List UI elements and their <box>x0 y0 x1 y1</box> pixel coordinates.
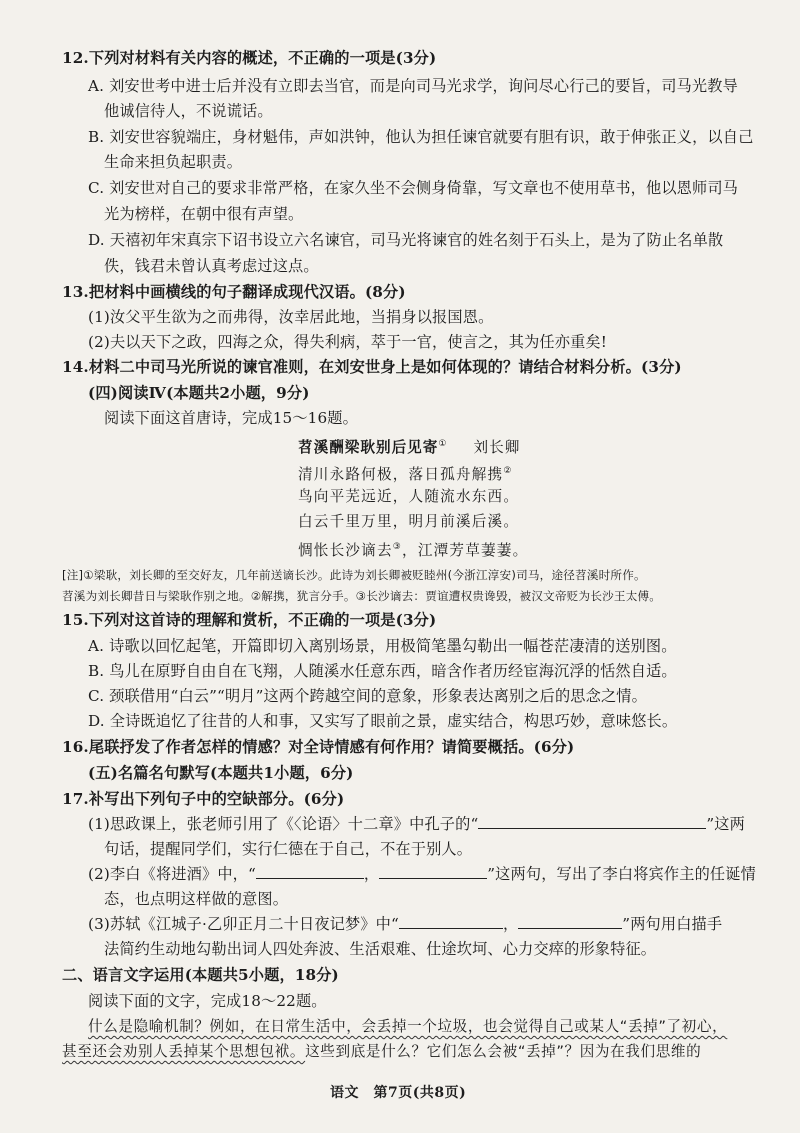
poem-title-text: 苕溪酬梁耿别后见寄 <box>298 438 439 456</box>
part2-intro: 阅读下面的文字，完成18～22题。 <box>88 992 327 1010</box>
q17-blank-6[interactable] <box>518 915 622 929</box>
part2-heading: 二、语言文字运用(本题共5小题，18分) <box>62 966 339 984</box>
part2-passage-line-1-text: 什么是隐喻机制？例如，在日常生活中，会丢掉一个垃圾，也会觉得自己或某人“丢掉”了初心， <box>88 1018 728 1035</box>
q16-stem: 16.尾联抒发了作者怎样的情感？对全诗情感有何作用？请简要概括。(6分) <box>62 738 575 756</box>
poem-line-4 <box>298 537 528 561</box>
section4-intro: 阅读下面这首唐诗，完成15～16题。 <box>104 409 358 427</box>
q17-part1-suffix: ”这两 <box>706 815 745 833</box>
q12-option-d-line1: D. 天禧初年宋真宗下诏书设立六名谏官，司马光将谏官的姓名刻于石头上，是为了防止名单散 <box>88 231 724 249</box>
q14-stem: 14.材料二中司马光所说的谏官准则，在刘安世身上是如何体现的？请结合材料分析。(3分) <box>62 358 682 376</box>
poem-line-1-text: 清川永路何极，落日孤舟解携 <box>298 465 504 483</box>
section5-heading: (五)名篇名句默写(本题共1小题，6分) <box>88 764 354 782</box>
q15-stem: 15.下列对这首诗的理解和赏析，不正确的一项是(3分) <box>62 611 437 629</box>
q17-blank-5[interactable] <box>399 915 503 929</box>
q15-option-b: B. 鸟儿在原野自由自在飞翔，人随溪水任意东西，暗含作者历经宦海沉浮的恬然自适。 <box>88 662 677 680</box>
q15-option-c: C. 颈联借用“白云”“明月”这两个跨越空间的意象，形象表达离别之后的思念之情。 <box>88 687 647 705</box>
q17-blank-1[interactable] <box>478 815 590 829</box>
q17-part3-prefix: (3)苏轼《江城子·乙卯正月二十日夜记梦》中“ <box>88 915 399 933</box>
q17-blank-2[interactable] <box>590 815 706 829</box>
poem-line-2: 鸟向平芜远近，人随流水东西。 <box>298 488 520 505</box>
poem-note-line-1: [注]①梁耿，刘长卿的至交好友，几年前送谪长沙。此诗为刘长卿被贬睦州(今浙江淳安)司马，途径苕溪时所作。 <box>62 568 646 582</box>
poem-line-4-text: 惆怅长沙谪去 <box>298 541 393 559</box>
q17-part2-prefix: (2)李白《将进酒》中，“ <box>88 865 256 883</box>
q17-part2-line1 <box>88 864 756 884</box>
part2-passage-line-2 <box>62 1042 701 1062</box>
poem-line-4-note-mark: ③ <box>392 542 403 552</box>
q17-part3-line1 <box>88 914 722 934</box>
q15-option-d: D. 全诗既追忆了往昔的人和事，又实写了眼前之景，虚实结合，构思巧妙，意味悠长。 <box>88 712 678 730</box>
section4-heading: (四)阅读Ⅳ(本题共2小题，9分) <box>88 384 310 402</box>
q15-option-a: A. 诗歌以回忆起笔，开篇即切入离别场景，用极简笔墨勾勒出一幅苍茫凄清的送别图。 <box>88 637 677 655</box>
q12-option-a-line1: A. 刘安世考中进士后并没有立即去当官，而是向司马光求学，询问尽心行己的要旨，司马光教导 <box>88 77 738 95</box>
q17-part3-suffix: ”两句用白描手 <box>622 915 723 933</box>
poem-line-1-note-mark: ② <box>503 466 513 476</box>
q13-sentence-2: (2)夫以天下之政，四海之众，得失利病，萃于一官，使言之，其为任亦重矣! <box>88 333 608 351</box>
q13-sentence-1: (1)汝父平生欲为之而弗得，汝幸居此地，当捐身以报国恩。 <box>88 308 494 326</box>
q12-option-b-line2: 生命来担负起职责。 <box>104 153 243 171</box>
poem-line-1 <box>298 461 513 485</box>
q12-option-c-line2: 光为榜样，在朝中很有声望。 <box>104 205 304 223</box>
q17-blank-4[interactable] <box>379 865 487 879</box>
q17-part2-separator: ， <box>363 865 380 883</box>
poem-line-3: 白云千里万里，明月前溪后溪。 <box>298 513 520 530</box>
q12-option-b-line1: B. 刘安世容貌端庄，身材魁伟，声如洪钟，他认为担任谏官就要有胆有识，敢于伸张正义，以自己 <box>88 128 754 146</box>
q17-part1-line2: 句话，提醒同学们，实行仁德在于自己，不在于别人。 <box>104 840 473 858</box>
q17-stem: 17.补写出下列句子中的空缺部分。(6分) <box>62 790 345 808</box>
q17-part3-line2: 法简约生动地勾勒出词人四处奔波、生活艰难、仕途坎坷、心力交瘁的形象特征。 <box>104 940 657 958</box>
q17-part1-prefix: (1)思政课上，张老师引用了《〈论语〉十二章》中孔子的“ <box>88 815 479 833</box>
page-footer: 语文 第7页(共8页) <box>330 1085 467 1101</box>
part2-passage-wavy-segment: 甚至还会劝别人丢掉某个思想包袱。 <box>62 1043 306 1060</box>
q17-part2-suffix: ”这两句，写出了李白将宾作主的任诞情 <box>487 865 756 883</box>
poem-title <box>298 434 520 458</box>
q12-option-c-line1: C. 刘安世对自己的要求非常严格，在家久坐不会侧身倚靠，写文章也不使用草书，他以恩师司马 <box>88 179 739 197</box>
q17-part2-line2: 态，也点明这样做的意图。 <box>104 890 289 908</box>
poem-line-4-rest: ，江潭芳草萋萋。 <box>402 541 529 559</box>
q17-blank-3[interactable] <box>256 865 364 879</box>
part2-passage-line-1 <box>88 1017 727 1037</box>
poem-title-note-mark: ① <box>438 439 448 449</box>
q17-part3-separator: ， <box>502 915 519 933</box>
q13-stem: 13.把材料中画横线的句子翻译成现代汉语。(8分) <box>62 283 406 301</box>
q17-part1-line1 <box>88 814 745 834</box>
poem-note-line-2: 苕溪为刘长卿昔日与梁耿作别之地。②解携，犹言分手。③长沙谪去：贾谊遭权贵谗毁，被汉文帝贬为长沙王太傅。 <box>62 589 662 603</box>
poem-author: 刘长卿 <box>473 438 521 456</box>
q12-option-d-line2: 佚，钱君未曾认真考虑过这点。 <box>104 257 319 275</box>
part2-passage-line-2-rest: 这些到底是什么？它们怎么会被“丢掉”？因为在我们思维的 <box>305 1043 702 1060</box>
q12-option-a-line2: 他诚信待人，不说谎话。 <box>104 102 273 120</box>
q12-stem: 12.下列对材料有关内容的概述，不正确的一项是(3分) <box>62 49 437 67</box>
